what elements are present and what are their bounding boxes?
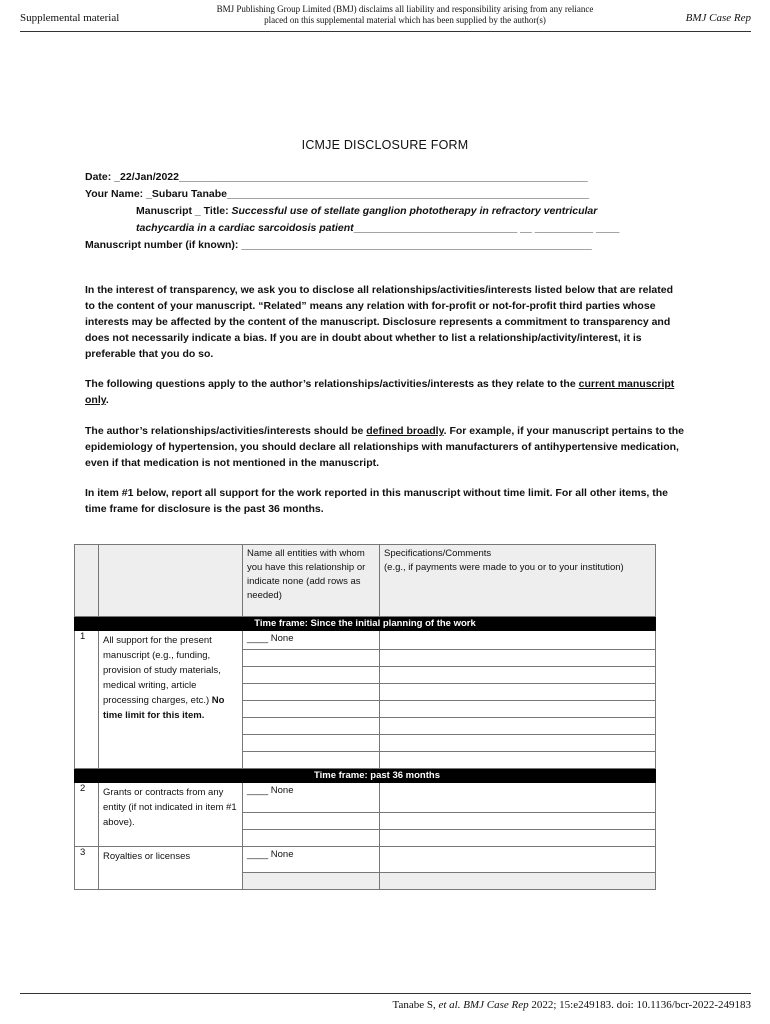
disclosure-table [74,544,656,890]
item-3-none-field[interactable]: ____ None [243,847,380,873]
item-1-entity-field[interactable] [243,718,380,735]
item-1-comment-field[interactable] [380,718,656,735]
timeframe-band-2 [75,769,656,783]
item-2-description: Grants or contracts from any entity (if not indicated in item #1 above). [99,783,243,847]
manuscript-title-line-2 [85,220,675,237]
item-2-comment-field[interactable] [380,783,656,813]
header-disclaimer-line-2: placed on this supplemental material which has been supplied by the author(s) [264,15,546,25]
form-title: ICMJE DISCLOSURE FORM [301,138,469,152]
item-2-entity-field[interactable] [243,830,380,847]
manuscript-title-text-1: Successful use of stellate ganglion phototherapy in refractory ventricular [231,205,598,217]
item-1-entity-field[interactable] [243,684,380,701]
manuscript-title-text-2: tachycardia in a cardiac sarcoidosis patient [136,222,354,234]
footer-author: Tanabe S, [392,999,439,1011]
item-1-description-bold: No time limit for this item. [103,695,225,721]
item-1-comment-field[interactable] [380,667,656,684]
paragraph-scope [85,376,685,408]
footer-etal: et al. BMJ Case Rep [438,999,529,1011]
timeframe-band-2-label: Time frame: past 36 months [99,769,656,783]
paragraph-timeframe: In item #1 below, report all support for the work reported in this manuscript without time limit. For all other items, the time frame for disclosure is the past 36 months. [85,487,669,515]
item-1-comment-field[interactable] [380,752,656,769]
paragraph-broad-text: The author’s relationships/activities/interests should be [85,425,367,437]
item-3-comment-field[interactable] [380,847,656,873]
timeframe-band-1-label: Time frame: Since the initial planning of the work [75,617,656,631]
form-fields [85,169,675,254]
item-1-entity-field[interactable] [243,667,380,684]
item-1-none-field[interactable]: ____ None [243,631,380,650]
footer-doi: 2022; 15:e249183. doi: 10.1136/bcr-2022-249183 [528,999,751,1011]
manuscript-title-prefix: Manuscript _ Title: [136,205,232,217]
footer-rule [20,993,751,994]
item-1-comment-field[interactable] [380,650,656,667]
item-1-entity-field[interactable] [243,752,380,769]
table-row [75,631,656,650]
item-1-entity-field[interactable] [243,735,380,752]
paragraph-broad-rest: . For example, if your manuscript pertains to the epidemiology of hypertension, you should declare all relationships with manufacturers of antihypertensive medication, even if that medication is not mentioned in the manuscript. [85,425,685,469]
header-journal-name: BMJ Case Rep [685,12,751,24]
date-line: Date: _22/Jan/2022______________________________________________________________________ [85,171,588,183]
item-1-description [99,631,243,769]
item-1-comment-field[interactable] [380,684,656,701]
item-2-none-field[interactable]: ____ None [243,783,380,813]
item-3-description: Royalties or licenses [99,847,243,890]
table-header-row [75,545,656,617]
manuscript-title-line-1 [85,203,675,220]
item-1-comment-field[interactable] [380,701,656,718]
table-row [75,783,656,813]
name-line: Your Name: _Subaru Tanabe______________________________________________________________ [85,188,590,200]
item-2-comment-field[interactable] [380,830,656,847]
header-supplemental-label: Supplemental material [20,12,120,24]
item-1-comment-field[interactable] [380,631,656,650]
paragraph-broad [85,423,685,471]
item-2-number: 2 [75,783,99,847]
item-1-comment-field[interactable] [380,735,656,752]
item-3-number: 3 [75,847,99,890]
item-1-entity-field[interactable] [243,650,380,667]
item-3-comment-field[interactable] [380,873,656,890]
timeframe-band-1 [75,617,656,631]
item-2-comment-field[interactable] [380,813,656,830]
table-row [75,847,656,873]
header-rule [20,31,751,32]
header-blank-1 [75,545,99,617]
manuscript-title-underline: ____________________________ __ __________ ____ [353,222,620,234]
timeframe-band-2-blank [75,769,99,783]
paragraph-broad-underline: defined broadly [366,425,444,437]
header-specifications [380,545,656,617]
header-blank-2 [99,545,243,617]
paragraph-scope-underline: current manuscript only [85,378,675,406]
paragraph-transparency: In the interest of transparency, we ask you to disclose all relationships/activities/interests listed below that are related to the content of your manuscript. “Related” means any relation with for-profit or not-for-profit third parties whose interests may be affected by the content of the manuscript. Disclosure represents a commitment to transparency and does not necessarily indicate a bias. If you are in doubt about whether to list a relationship/activity/interest, it is preferable that you do so. [85,284,673,360]
header-specifications-title: Specifications/Comments [384,548,492,559]
item-1-number: 1 [75,631,99,769]
manuscript-number-line: Manuscript number (if known): ____________________________________________________________ [85,239,592,251]
paragraph-scope-end: . [105,394,109,406]
item-3-entity-field[interactable] [243,873,380,890]
paragraph-scope-text: The following questions apply to the author’s relationships/activities/interests as they relate to the [85,378,579,390]
header-entities: Name all entities with whom you have this relationship or indicate none (add rows as needed) [243,545,380,617]
header-disclaimer [190,4,620,26]
item-1-entity-field[interactable] [243,701,380,718]
header-disclaimer-line-1: BMJ Publishing Group Limited (BMJ) disclaims all liability and responsibility arising from any reliance [216,4,594,14]
footer-citation [393,999,752,1011]
item-2-entity-field[interactable] [243,813,380,830]
header-specifications-note: (e.g., if payments were made to you or to your institution) [384,562,624,573]
item-1-description-text: All support for the present manuscript (e.g., funding, provision of study materials, medical writing, article processing charges, etc.) [103,635,221,706]
